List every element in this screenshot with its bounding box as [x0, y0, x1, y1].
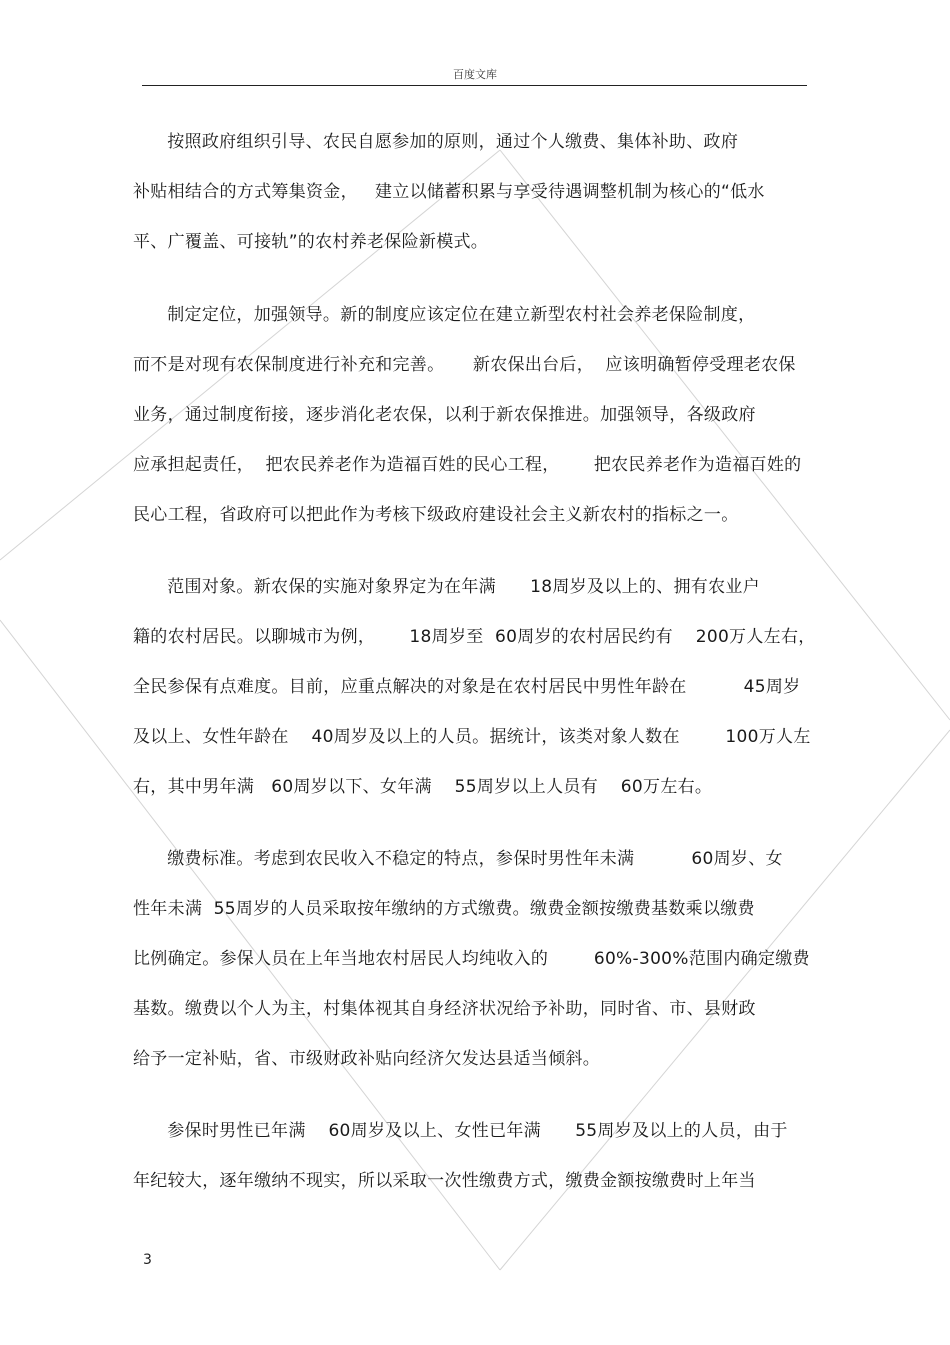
- text-line: 比例确定。参保人员在上年当地农村居民人均纯收入的 60%-300%范围内确定缴费: [133, 949, 810, 969]
- text-line: 籍的农村居民。以聊城市为例， 18周岁至 60周岁的农村居民约有 200万人左右，: [133, 627, 816, 647]
- text-line: 参保时男性已年满 60周岁及以上、女性已年满 55周岁及以上的人员，由于: [133, 1121, 788, 1141]
- text-line: 及以上、女性年龄在 40周岁及以上的人员。据统计，该类对象人数在 100万人左: [133, 727, 811, 747]
- page-number: 3: [143, 1252, 152, 1268]
- text-line: 右，其中男年满 60周岁以下、女年满 55周岁以上人员有 60万左右。: [133, 777, 713, 797]
- text-line: 给予一定补贴，省、市级财政补贴向经济欠发达县适当倾斜。: [133, 1049, 601, 1069]
- text-line: 基数。缴费以个人为主，村集体视其自身经济状况给予补助，同时省、市、县财政: [133, 999, 756, 1019]
- text-line: 业务，通过制度衔接，逐步消化老农保，以利于新农保推进。加强领导，各级政府: [133, 405, 756, 425]
- text-line: 补贴相结合的方式筹集资金， 建立以储蓄积累与享受待遇调整机制为核心的“低水: [133, 182, 765, 202]
- text-line: 而不是对现有农保制度进行补充和完善。 新农保出台后， 应该明确暂停受理老农保: [133, 355, 796, 375]
- text-line: 全民参保有点难度。目前，应重点解决的对象是在农村居民中男性年龄在 45周岁: [133, 677, 801, 697]
- text-line: 按照政府组织引导、农民自愿参加的原则，通过个人缴费、集体补助、政府: [133, 132, 739, 152]
- text-line: 范围对象。新农保的实施对象界定为在年满 18周岁及以上的、拥有农业户: [133, 577, 760, 597]
- text-line: 平、广覆盖、可接轨”的农村养老保险新模式。: [133, 232, 489, 252]
- text-line: 应承担起责任， 把农民养老作为造福百姓的民心工程， 把农民养老作为造福百姓的: [133, 455, 802, 475]
- text-line: 性年未满 55周岁的人员采取按年缴纳的方式缴费。缴费金额按缴费基数乘以缴费: [133, 899, 755, 919]
- text-line: 制定定位，加强领导。新的制度应该定位在建立新型农村社会养老保险制度，: [133, 305, 756, 325]
- page-header-title: 百度文库: [453, 68, 497, 81]
- text-line: 民心工程，省政府可以把此作为考核下级政府建设社会主义新农村的指标之一。: [133, 505, 739, 525]
- text-line: 缴费标准。考虑到农民收入不稳定的特点，参保时男性年未满 60周岁、女: [133, 849, 783, 869]
- text-line: 年纪较大，逐年缴纳不现实，所以采取一次性缴费方式，缴费金额按缴费时上年当: [133, 1171, 756, 1191]
- header-divider: [142, 85, 807, 86]
